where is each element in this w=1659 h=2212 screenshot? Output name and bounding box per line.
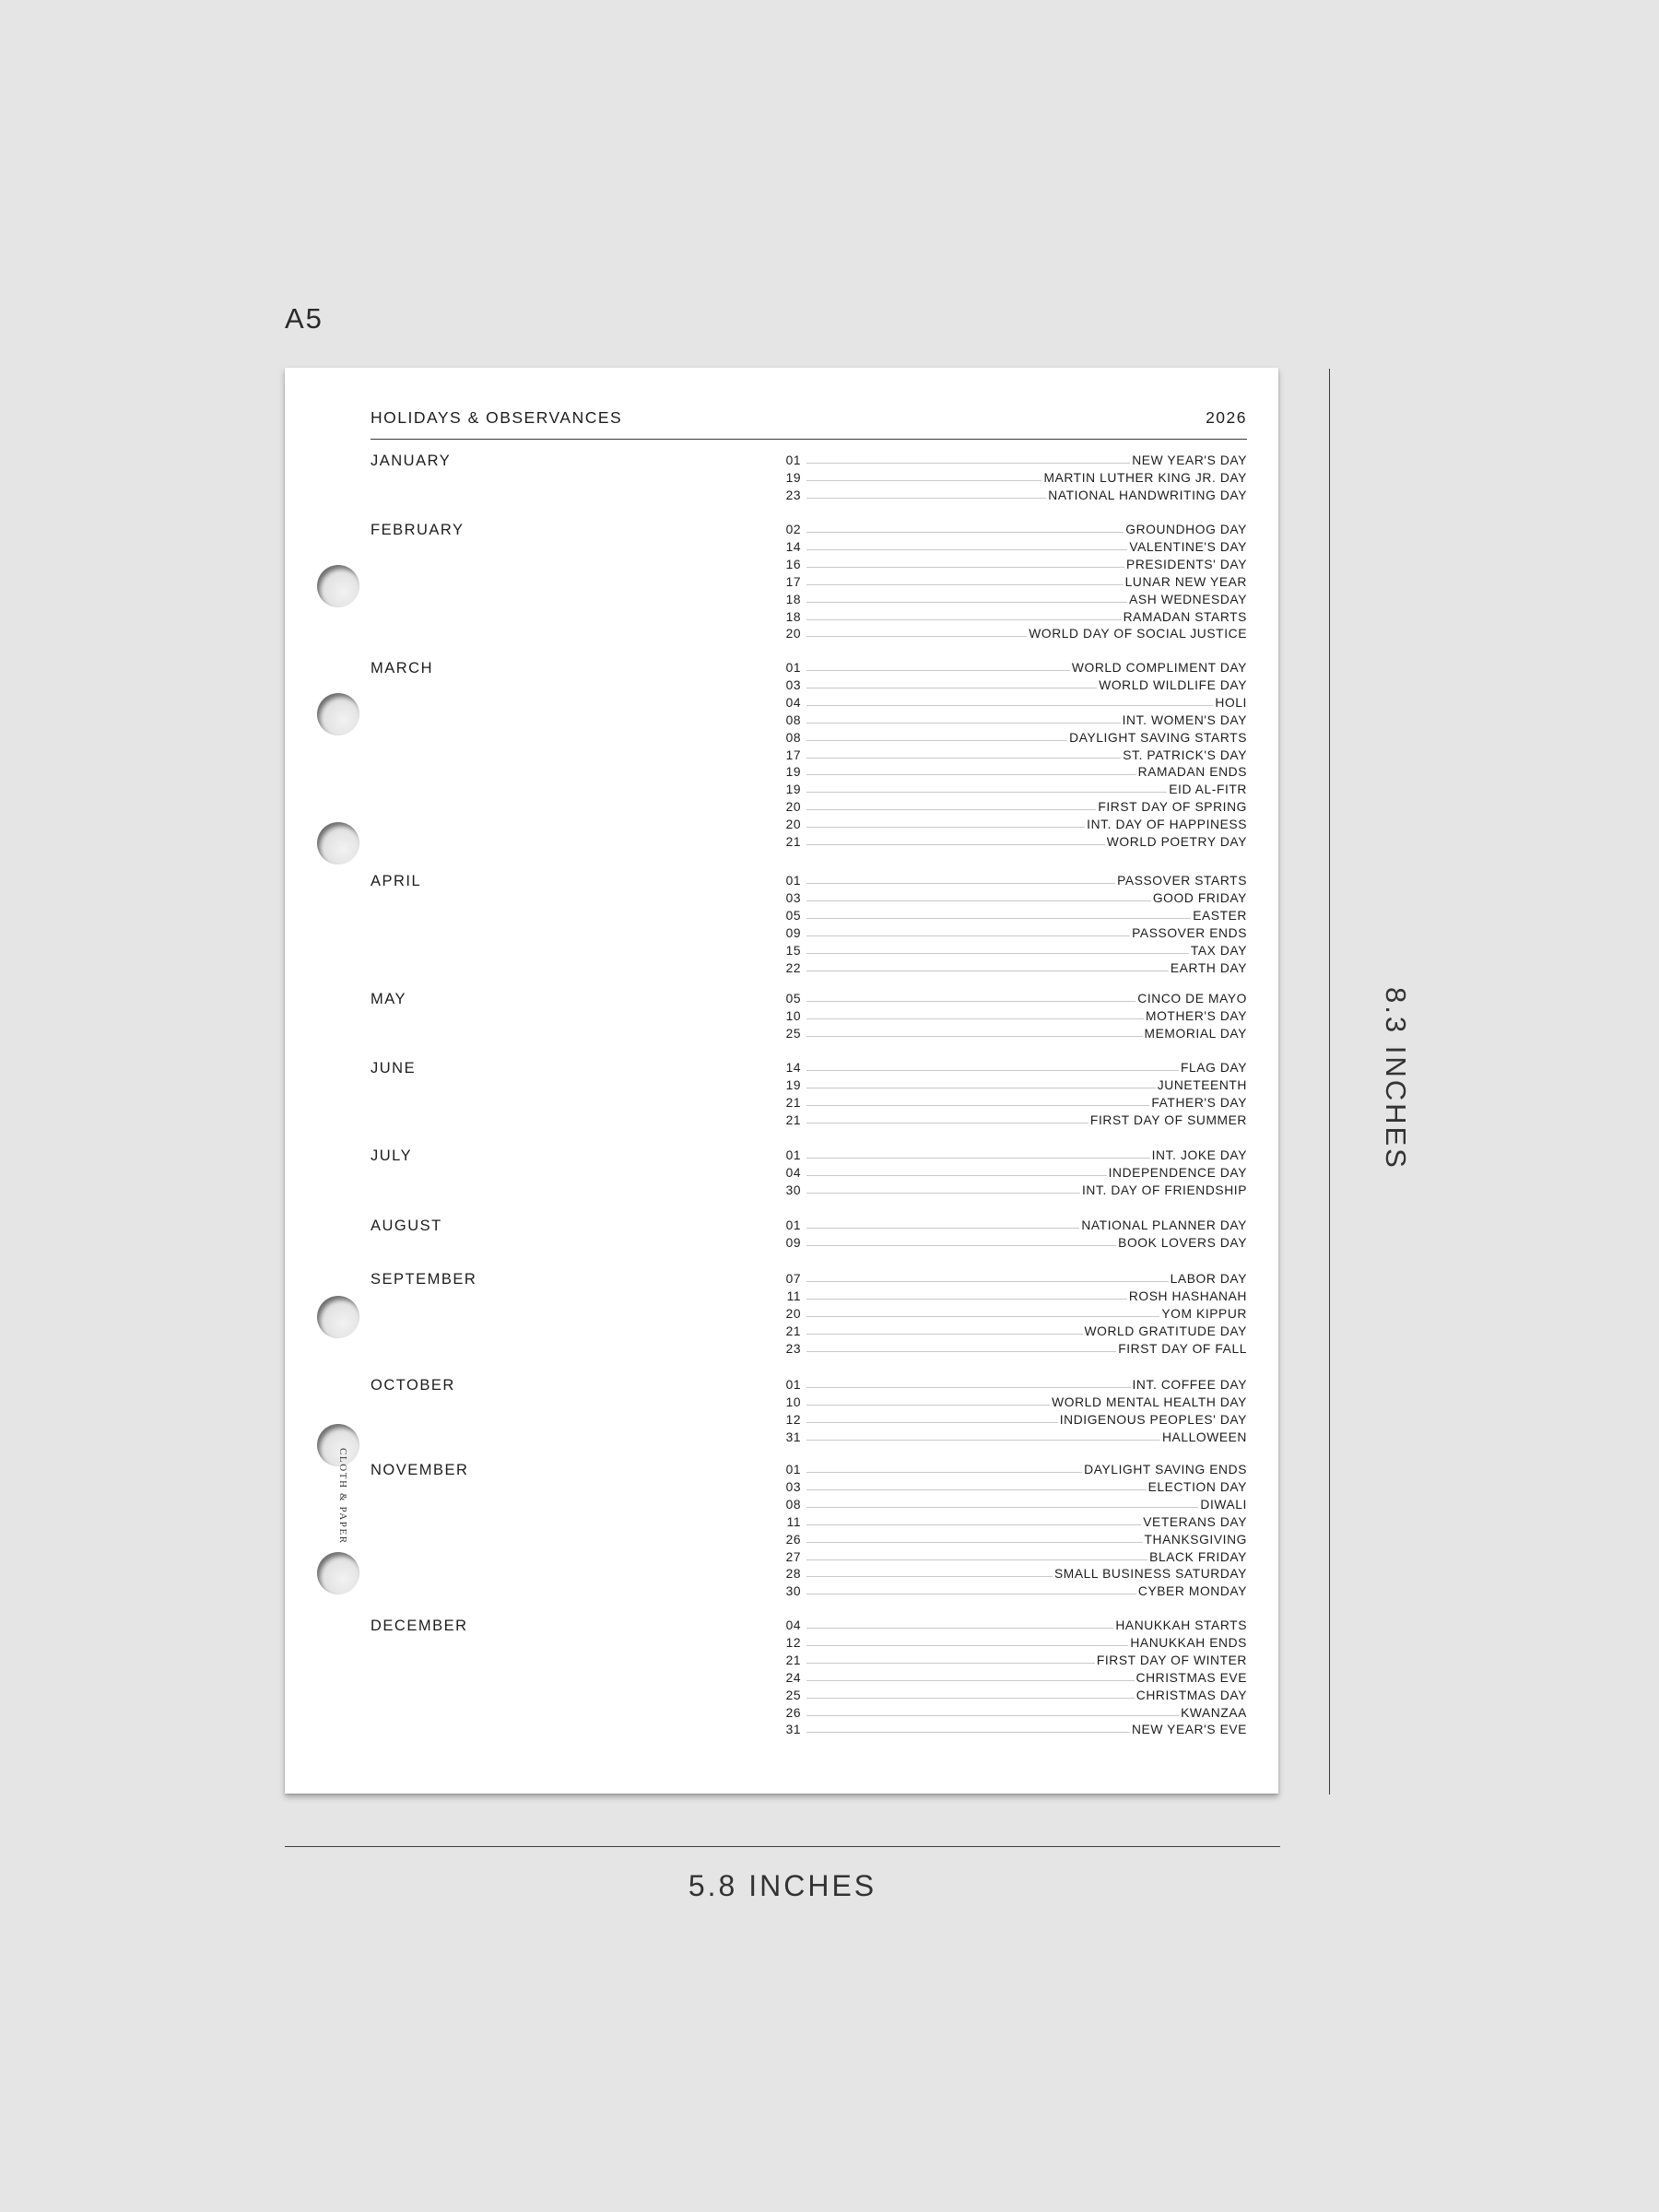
holiday-entry (784, 608, 1247, 626)
holiday-name: PASSOVER STARTS (1117, 874, 1247, 888)
leader-line (806, 1440, 1160, 1441)
holiday-entry (784, 1288, 1247, 1305)
holiday-date: 08 (785, 712, 801, 727)
holiday-entry (784, 591, 1247, 608)
holiday-entry (784, 763, 1247, 781)
holiday-name: VETERANS DAY (1143, 1514, 1247, 1529)
holiday-name: INT. COFFEE DAY (1132, 1378, 1247, 1392)
holiday-name: PASSOVER ENDS (1132, 925, 1247, 940)
leader-line (806, 1123, 1088, 1124)
holiday-date: 11 (786, 1514, 801, 1529)
holiday-name: FIRST DAY OF SPRING (1098, 800, 1247, 815)
holiday-date: 12 (785, 1635, 801, 1650)
holiday-name: WORLD COMPLIMENT DAY (1071, 661, 1247, 675)
holiday-date: 19 (785, 782, 801, 797)
month-name: MAY (371, 991, 407, 1007)
leader-line (806, 900, 1151, 901)
holiday-date: 21 (785, 1324, 801, 1338)
month-name: APRIL (371, 873, 422, 889)
holiday-date: 01 (785, 1378, 801, 1392)
holiday-entry (784, 556, 1247, 573)
holiday-name: WORLD DAY OF SOCIAL JUSTICE (1029, 627, 1247, 641)
holiday-name: BOOK LOVERS DAY (1118, 1235, 1247, 1250)
holiday-date: 10 (785, 1008, 801, 1023)
holiday-entry (784, 1376, 1247, 1394)
brand-mark: CLOTH & PAPER (337, 1448, 348, 1545)
holiday-entry (784, 521, 1247, 538)
leader-line (806, 567, 1124, 568)
leader-line (806, 549, 1127, 550)
holiday-date: 01 (785, 661, 801, 675)
holiday-date: 25 (785, 1026, 801, 1041)
punch-hole (317, 1552, 359, 1594)
holiday-name: ASH WEDNESDAY (1129, 592, 1247, 606)
holiday-name: THANKSGIVING (1144, 1532, 1247, 1547)
holiday-name: INDEPENDENCE DAY (1108, 1165, 1247, 1180)
holiday-name: CYBER MONDAY (1137, 1584, 1247, 1599)
holiday-entry (784, 1704, 1247, 1722)
holiday-name: EARTH DAY (1170, 960, 1247, 975)
holiday-entry (784, 469, 1247, 487)
leader-line (806, 1559, 1147, 1560)
holiday-entry (784, 1496, 1247, 1513)
holiday-entry (784, 1687, 1247, 1704)
holiday-name: NATIONAL HANDWRITING DAY (1048, 488, 1247, 502)
holiday-entry (784, 1669, 1247, 1687)
holiday-name: NEW YEAR'S DAY (1132, 453, 1247, 467)
holiday-entry (784, 1513, 1247, 1531)
holiday-date: 01 (785, 1218, 801, 1232)
holiday-entry (784, 833, 1247, 851)
holiday-date: 08 (785, 730, 801, 745)
holiday-date: 03 (785, 1479, 801, 1494)
month-name: JANUARY (371, 453, 452, 469)
holiday-date: 21 (785, 1095, 801, 1110)
holiday-name: ST. PATRICK'S DAY (1123, 747, 1247, 762)
holiday-date: 23 (785, 1341, 801, 1356)
holiday-date: 26 (785, 1532, 801, 1547)
holiday-date: 08 (785, 1497, 801, 1512)
holiday-entry (784, 729, 1247, 747)
planner-page (285, 368, 1278, 1794)
holiday-entry (784, 1478, 1247, 1496)
holiday-name: FIRST DAY OF FALL (1118, 1341, 1247, 1356)
month-name: FEBRUARY (371, 522, 465, 538)
leader-line (806, 935, 1130, 936)
holiday-entry (784, 1652, 1247, 1669)
holiday-date: 20 (785, 627, 801, 641)
holiday-date: 17 (785, 574, 801, 589)
holiday-entry (784, 1007, 1247, 1025)
holiday-name: RAMADAN ENDS (1137, 765, 1247, 780)
holiday-name: LABOR DAY (1170, 1272, 1247, 1286)
leader-line (806, 953, 1189, 954)
holiday-date: 14 (785, 539, 801, 554)
holiday-entry (784, 659, 1247, 677)
leader-line (806, 1472, 1082, 1473)
holiday-name: FIRST DAY OF WINTER (1096, 1653, 1247, 1667)
holiday-date: 12 (785, 1412, 801, 1427)
holiday-name: LUNAR NEW YEAR (1124, 574, 1247, 589)
holiday-date: 27 (785, 1549, 801, 1564)
leader-line (806, 827, 1085, 828)
page-year: 2026 (1206, 408, 1247, 427)
holiday-date: 11 (786, 1288, 801, 1303)
width-dimension-label: 5.8 INCHES (688, 1869, 877, 1902)
holiday-date: 09 (785, 1235, 801, 1250)
holiday-entry (784, 1548, 1247, 1566)
holiday-name: NEW YEAR'S EVE (1131, 1723, 1247, 1737)
holiday-entry (784, 625, 1247, 642)
holiday-name: WORLD MENTAL HEALTH DAY (1052, 1394, 1247, 1409)
holiday-name: WORLD GRATITUDE DAY (1084, 1324, 1247, 1338)
leader-line (806, 532, 1124, 533)
leader-line (806, 723, 1121, 724)
leader-line (806, 1680, 1135, 1681)
leader-line (806, 1158, 1150, 1159)
leader-line (806, 1281, 1169, 1282)
holiday-date: 24 (785, 1670, 801, 1685)
holiday-entry (784, 907, 1247, 924)
leader-line (806, 1351, 1116, 1352)
holiday-entry (784, 747, 1247, 764)
holiday-date: 01 (785, 1463, 801, 1477)
punch-hole (317, 1296, 359, 1338)
month-name: AUGUST (371, 1218, 442, 1234)
holiday-name: WORLD POETRY DAY (1106, 835, 1247, 849)
holiday-date: 19 (785, 470, 801, 485)
leader-line (806, 463, 1130, 464)
month-name: MARCH (371, 660, 433, 677)
leader-line (806, 1245, 1116, 1246)
holiday-name: CINCO DE MAYO (1137, 992, 1247, 1006)
holiday-name: TAX DAY (1190, 943, 1247, 958)
holiday-name: HALLOWEEN (1161, 1430, 1247, 1444)
holiday-name: CHRISTMAS DAY (1135, 1688, 1247, 1702)
month-name: NOVEMBER (371, 1462, 469, 1478)
holiday-entry (784, 872, 1247, 889)
punch-hole (317, 693, 359, 735)
holiday-name: BLACK FRIDAY (1149, 1549, 1247, 1564)
holiday-name: FLAG DAY (1180, 1061, 1247, 1075)
holiday-entry (784, 1059, 1247, 1077)
holiday-name: HOLI (1215, 695, 1247, 710)
leader-line (806, 1576, 1053, 1577)
holiday-date: 19 (785, 765, 801, 780)
holiday-date: 04 (785, 1618, 801, 1632)
leader-line (806, 1316, 1159, 1317)
holiday-name: ROSH HASHANAH (1128, 1288, 1247, 1303)
holiday-entry (784, 538, 1247, 556)
holiday-entry (784, 1025, 1247, 1042)
holiday-date: 21 (785, 835, 801, 849)
holiday-date: 31 (785, 1430, 801, 1444)
holiday-entry (784, 1565, 1247, 1583)
holiday-entry (784, 1583, 1247, 1600)
height-dimension-label: 8.3 INCHES (1380, 986, 1412, 1171)
holiday-name: INT. WOMEN'S DAY (1122, 712, 1247, 727)
holiday-name: YOM KIPPUR (1161, 1306, 1247, 1321)
holiday-entry (784, 990, 1247, 1007)
holiday-entry (784, 1394, 1247, 1411)
holiday-name: DIWALI (1200, 1497, 1247, 1512)
page-title: HOLIDAYS & OBSERVANCES (371, 408, 623, 427)
leader-line (806, 740, 1067, 741)
holiday-date: 30 (785, 1182, 801, 1197)
leader-line (806, 1105, 1149, 1106)
leader-line (806, 1299, 1127, 1300)
leader-line (806, 1524, 1141, 1525)
leader-line (806, 1036, 1143, 1037)
holiday-date: 07 (785, 1272, 801, 1286)
holiday-date: 15 (785, 943, 801, 958)
leader-line (806, 1489, 1147, 1490)
leader-line (806, 480, 1041, 481)
leader-line (806, 1405, 1050, 1406)
holiday-date: 01 (785, 874, 801, 888)
holiday-date: 03 (785, 677, 801, 692)
leader-line (806, 1018, 1144, 1019)
holiday-date: 21 (785, 1653, 801, 1667)
holiday-date: 23 (785, 488, 801, 502)
holiday-name: RAMADAN STARTS (1123, 609, 1247, 624)
holiday-entry (784, 889, 1247, 907)
leader-line (806, 584, 1124, 585)
holiday-entry (784, 452, 1247, 469)
holiday-date: 22 (785, 960, 801, 975)
holiday-entry (784, 1429, 1247, 1446)
leader-line (806, 1542, 1143, 1543)
holiday-entry (784, 1147, 1247, 1164)
leader-line (806, 705, 1213, 706)
leader-line (806, 918, 1191, 919)
holiday-entry (784, 1094, 1247, 1112)
holiday-entry (784, 798, 1247, 816)
holiday-date: 28 (785, 1567, 801, 1582)
leader-line (806, 1334, 1083, 1335)
holiday-name: EASTER (1193, 908, 1247, 923)
holiday-name: GOOD FRIDAY (1152, 890, 1247, 905)
holiday-date: 05 (785, 908, 801, 923)
holiday-entry (784, 677, 1247, 694)
holiday-entry (784, 1270, 1247, 1288)
leader-line (806, 1387, 1131, 1388)
holiday-entry (784, 1634, 1247, 1652)
holiday-name: INT. DAY OF HAPPINESS (1087, 818, 1247, 832)
holiday-entry (784, 573, 1247, 591)
month-name: DECEMBER (371, 1618, 468, 1634)
holiday-date: 25 (785, 1688, 801, 1702)
holiday-entry (784, 1411, 1247, 1429)
leader-line (806, 670, 1070, 671)
holiday-date: 01 (785, 1148, 801, 1162)
leader-line (806, 883, 1115, 884)
holiday-name: MEMORIAL DAY (1144, 1026, 1247, 1041)
leader-line (806, 1732, 1130, 1733)
holiday-entry (784, 942, 1247, 959)
holiday-entry (784, 487, 1247, 504)
punch-hole (317, 822, 359, 865)
holiday-date: 31 (785, 1723, 801, 1737)
leader-line (806, 1698, 1135, 1699)
leader-line (806, 1628, 1113, 1629)
holiday-entry (784, 1182, 1247, 1199)
holiday-name: PRESIDENTS' DAY (1126, 557, 1247, 571)
holiday-date: 16 (785, 557, 801, 571)
holiday-entry (784, 1461, 1247, 1478)
holiday-entry (784, 1112, 1247, 1129)
holiday-name: CHRISTMAS EVE (1135, 1670, 1247, 1685)
holiday-name: HANUKKAH ENDS (1130, 1635, 1247, 1650)
holiday-name: WORLD WILDLIFE DAY (1099, 677, 1247, 692)
holiday-name: MARTIN LUTHER KING JR. DAY (1043, 470, 1247, 485)
holiday-name: DAYLIGHT SAVING ENDS (1084, 1463, 1247, 1477)
holiday-name: INT. JOKE DAY (1151, 1148, 1247, 1162)
holiday-name: FIRST DAY OF SUMMER (1089, 1112, 1247, 1127)
month-name: JULY (371, 1147, 413, 1164)
holiday-date: 04 (785, 1165, 801, 1180)
leader-line (806, 1422, 1058, 1423)
holiday-name: GROUNDHOG DAY (1125, 523, 1247, 536)
month-name: JUNE (371, 1060, 417, 1077)
holiday-date: 18 (785, 609, 801, 624)
leader-line (806, 809, 1096, 810)
holiday-entry (784, 712, 1247, 729)
holiday-date: 20 (785, 800, 801, 815)
holiday-entry (784, 959, 1247, 977)
holiday-date: 14 (785, 1061, 801, 1075)
leader-line (806, 844, 1105, 845)
holiday-date: 04 (785, 695, 801, 710)
holiday-entry (784, 1305, 1247, 1323)
holiday-name: VALENTINE'S DAY (1129, 539, 1247, 554)
leader-line (806, 498, 1046, 499)
width-dimension-line (285, 1846, 1280, 1847)
holiday-name: INDIGENOUS PEOPLES' DAY (1059, 1412, 1247, 1427)
holiday-name: NATIONAL PLANNER DAY (1081, 1218, 1247, 1232)
holiday-date: 05 (785, 992, 801, 1006)
holiday-date: 17 (785, 747, 801, 762)
paper-size-label: A5 (285, 302, 324, 335)
holiday-date: 01 (785, 453, 801, 467)
leader-line (806, 1715, 1179, 1716)
holiday-entry (784, 1721, 1247, 1738)
holiday-name: KWANZAA (1181, 1705, 1247, 1720)
leader-line (806, 1663, 1095, 1664)
leader-line (806, 1193, 1080, 1194)
holiday-date: 20 (785, 1306, 801, 1321)
holiday-entry (784, 1617, 1247, 1634)
holiday-name: INT. DAY OF FRIENDSHIP (1081, 1182, 1247, 1197)
holiday-entry (784, 1077, 1247, 1094)
holiday-name: HANUKKAH STARTS (1115, 1618, 1247, 1632)
holiday-date: 02 (785, 523, 801, 536)
holiday-date: 21 (785, 1112, 801, 1127)
holiday-entry (784, 816, 1247, 833)
month-name: SEPTEMBER (371, 1271, 477, 1288)
holiday-date: 03 (785, 890, 801, 905)
holiday-date: 20 (785, 818, 801, 832)
holiday-entry (784, 1531, 1247, 1548)
holiday-entry (784, 781, 1247, 798)
holiday-name: SMALL BUSINESS SATURDAY (1053, 1567, 1247, 1582)
holiday-entry (784, 1217, 1247, 1234)
leader-line (806, 1001, 1135, 1002)
holiday-date: 26 (785, 1705, 801, 1720)
leader-line (806, 1070, 1179, 1071)
holiday-date: 18 (785, 592, 801, 606)
page-header (371, 408, 1247, 440)
leader-line (806, 758, 1121, 759)
leader-line (806, 774, 1136, 775)
holiday-entry (784, 1340, 1247, 1358)
holiday-entry (784, 1164, 1247, 1182)
holiday-date: 09 (785, 925, 801, 940)
leader-line (806, 792, 1167, 793)
leader-line (806, 636, 1027, 637)
leader-line (806, 1228, 1079, 1229)
holiday-name: ELECTION DAY (1147, 1479, 1247, 1494)
punch-hole (317, 565, 359, 607)
holiday-name: MOTHER'S DAY (1146, 1008, 1247, 1023)
holiday-name: JUNETEENTH (1157, 1077, 1247, 1092)
holiday-date: 19 (785, 1077, 801, 1092)
holiday-date: 10 (785, 1394, 801, 1409)
leader-line (806, 1507, 1198, 1508)
month-name: OCTOBER (371, 1377, 455, 1394)
holiday-name: EID AL-FITR (1169, 782, 1247, 797)
holiday-entry (784, 1234, 1247, 1252)
leader-line (806, 1645, 1128, 1646)
holiday-entry (784, 694, 1247, 712)
leader-line (806, 602, 1127, 603)
holiday-entry (784, 924, 1247, 942)
holiday-entry (784, 1323, 1247, 1340)
leader-line (806, 619, 1122, 620)
holiday-name: DAYLIGHT SAVING STARTS (1069, 730, 1247, 745)
leader-line (806, 1175, 1107, 1176)
holiday-name: FATHER'S DAY (1151, 1095, 1247, 1110)
holiday-date: 30 (785, 1584, 801, 1599)
